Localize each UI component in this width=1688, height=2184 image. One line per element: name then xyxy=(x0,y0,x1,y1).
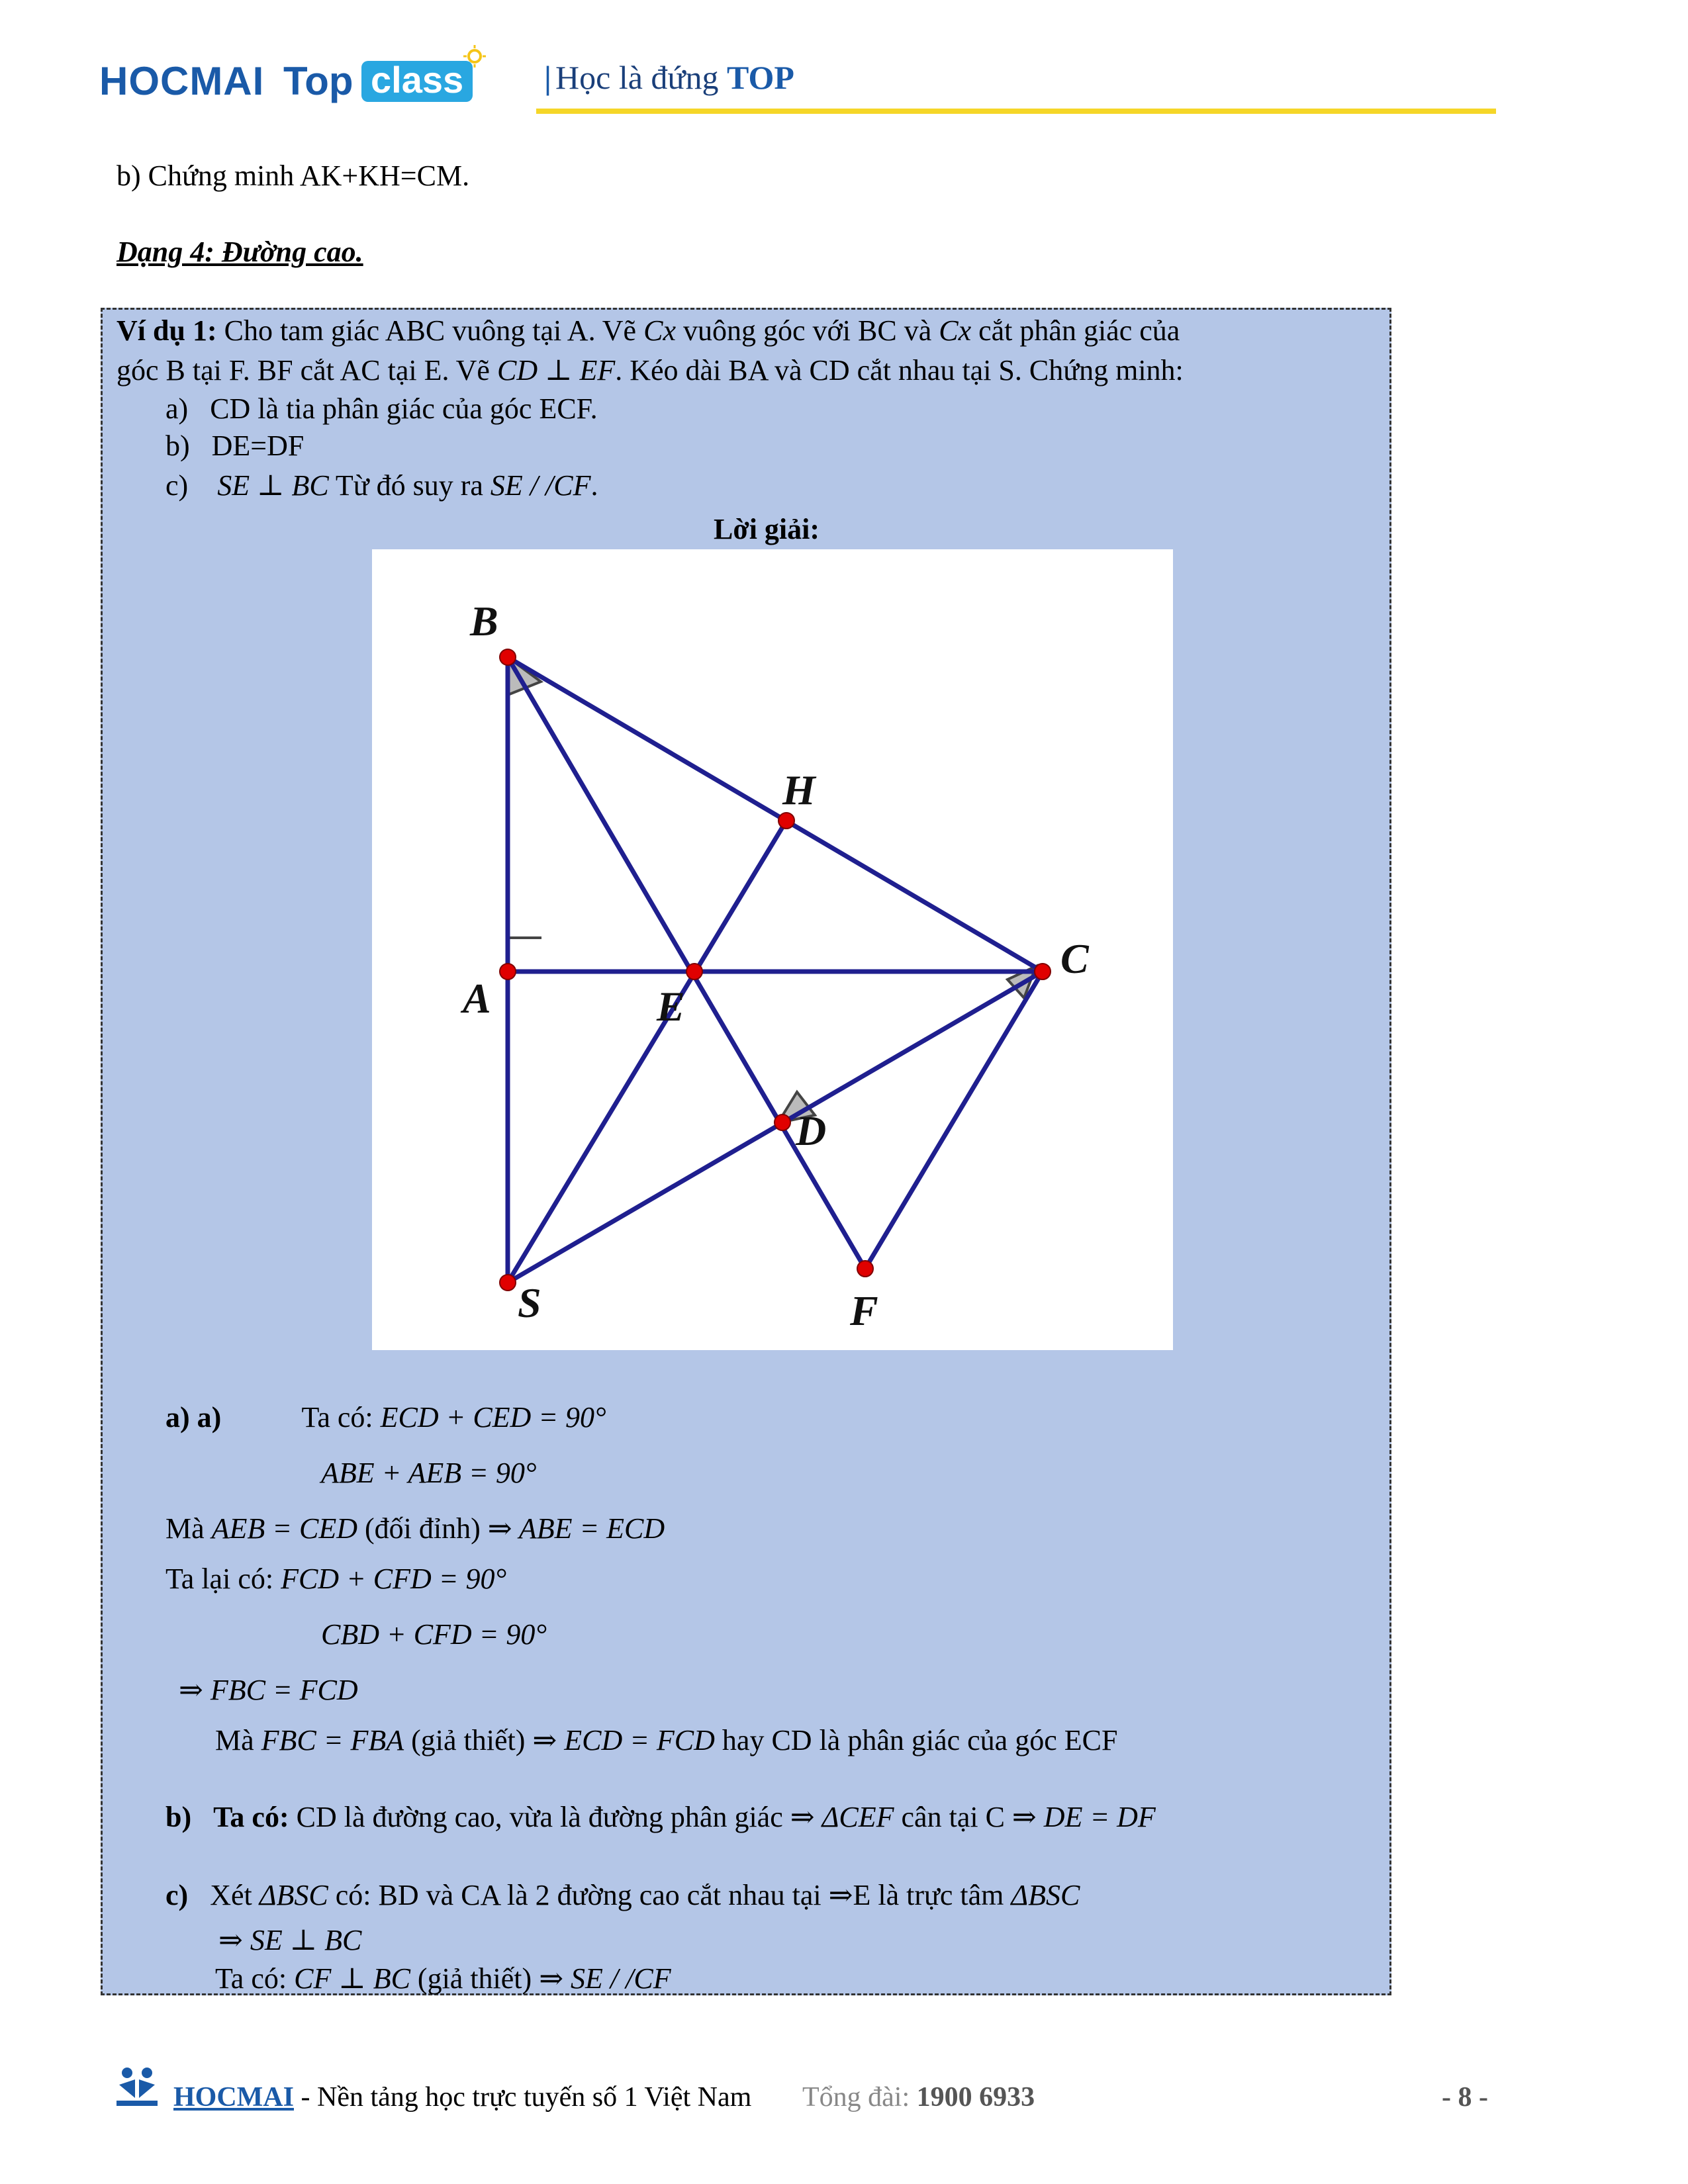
solution-text: Mà xyxy=(215,1724,254,1756)
footer-slogan-text: - Nền tảng học trực tuyến số 1 Việt Nam xyxy=(294,2082,752,2113)
section-heading: Dạng 4: Đường cao. xyxy=(117,236,363,268)
label-f: F xyxy=(850,1287,878,1334)
solution-a-line5: CBD + CFD = 90° xyxy=(321,1618,547,1651)
example-statement-line1 xyxy=(117,312,1180,349)
statement-part: vuông góc với BC và xyxy=(675,314,939,347)
solution-text: CD là đường cao, vừa là đường phân giác xyxy=(296,1801,783,1833)
point-f xyxy=(857,1261,873,1277)
list-end: . xyxy=(590,469,598,502)
logo-class: class xyxy=(361,61,473,102)
list-item xyxy=(165,467,598,504)
solution-text: Ta có: xyxy=(213,1801,289,1833)
statement-part: cắt phân giác của xyxy=(971,314,1180,347)
statement-part: . Kéo dài BA và CD cắt nhau tại S. Chứng minh: xyxy=(615,354,1184,387)
math-eq: ⇒ DE = DF xyxy=(1011,1801,1156,1833)
math-eq: ⇒ xyxy=(828,1879,853,1911)
solution-a-line7 xyxy=(215,1722,1117,1759)
solution-a-line2: ABE + AEB = 90° xyxy=(321,1457,537,1489)
math-eq: ⇒ ECD = FCD xyxy=(532,1724,715,1756)
tagline-top: TOP xyxy=(727,59,794,96)
example-statement-line2 xyxy=(117,352,1184,389)
math-eq: ⇒ ABE = ECD xyxy=(487,1512,665,1545)
label-s: S xyxy=(518,1279,541,1326)
solution-marker: a) a) xyxy=(165,1401,222,1433)
math-cx: Cx xyxy=(939,314,972,347)
geometry-figure xyxy=(372,549,1173,1350)
math-cx: Cx xyxy=(643,314,676,347)
page-number: - 8 - xyxy=(1442,2082,1488,2113)
point-b xyxy=(500,649,516,665)
point-d xyxy=(774,1115,790,1130)
math-eq: ECD + CED = 90° xyxy=(380,1401,606,1433)
list-text: DE=DF xyxy=(211,430,305,462)
solution-title: Lời giải: xyxy=(714,513,820,545)
solution-text: Ta có: xyxy=(301,1401,373,1433)
geometry-figure-svg xyxy=(372,549,1173,1350)
math-eq: ⇒ ΔCEF xyxy=(790,1801,894,1833)
label-c: C xyxy=(1060,935,1089,982)
point-a xyxy=(500,964,516,979)
list-marker: b) xyxy=(165,430,190,462)
list-item xyxy=(165,390,598,428)
solution-text: cân tại C xyxy=(901,1801,1005,1833)
segment-cf xyxy=(865,972,1043,1269)
solution-marker: b) xyxy=(165,1801,192,1833)
solution-b-line1 xyxy=(165,1799,1156,1836)
label-e: E xyxy=(657,983,685,1030)
math-eq: FCD + CFD = 90° xyxy=(281,1563,507,1595)
list-text: CD là tia phân giác của góc ECF. xyxy=(210,392,598,425)
math-eq: CF ⊥ BC xyxy=(294,1962,410,1995)
list-marker: c) xyxy=(165,469,189,502)
solution-text: Ta lại có: xyxy=(165,1563,274,1595)
solution-text: hay CD là phân giác của góc ECF xyxy=(722,1724,1118,1756)
math-se-perp-bc: SE ⊥ BC xyxy=(217,469,329,502)
point-e xyxy=(686,964,702,979)
solution-text: Mà xyxy=(165,1512,205,1545)
solution-a-line4 xyxy=(165,1561,506,1598)
list-item xyxy=(165,428,304,465)
label-h: H xyxy=(782,766,816,813)
solution-c-line3 xyxy=(215,1960,671,1997)
footer-slogan xyxy=(173,2081,751,2114)
tagline-prefix: Học là đứng xyxy=(555,59,719,96)
right-angle-marks xyxy=(508,657,1036,1123)
solution-marker: c) xyxy=(165,1879,189,1911)
math-cd-perp-ef: CD ⊥ EF xyxy=(496,354,616,387)
hocmai-footer-icon xyxy=(114,2065,160,2107)
label-a: A xyxy=(463,975,491,1022)
footer-hotline xyxy=(802,2081,1035,2114)
math-eq: ΔBSC xyxy=(259,1879,328,1911)
solution-text: có: BD và CA là 2 đường cao cắt nhau tại xyxy=(335,1879,821,1911)
solution-text: (đối đỉnh) xyxy=(364,1512,481,1545)
hotline-number: 1900 6933 xyxy=(916,2082,1035,2113)
point-s xyxy=(500,1275,516,1291)
solution-a-line1 xyxy=(165,1399,606,1436)
label-b: B xyxy=(470,598,498,645)
math-se-parallel-cf: SE / /CF xyxy=(490,469,591,502)
label-d: D xyxy=(796,1107,827,1154)
tagline: | Học là đứng TOP xyxy=(544,59,794,96)
solution-text: Ta có: xyxy=(215,1962,287,1995)
statement-part: góc B tại F. BF cắt AC tại E. Vẽ xyxy=(117,354,497,387)
math-eq: FBC = FBA xyxy=(261,1724,404,1756)
solution-text: (giả thiết) xyxy=(411,1724,526,1756)
solution-c-line1 xyxy=(165,1877,1080,1914)
solution-text: (giả thiết) xyxy=(417,1962,532,1995)
intro-line: b) Chứng minh AK+KH=CM. xyxy=(117,159,470,192)
example-label: Ví dụ 1: xyxy=(117,314,217,347)
sun-icon xyxy=(463,45,486,68)
statement-part: Cho tam giác ABC vuông tại A. Vẽ xyxy=(216,314,644,347)
segment-bc xyxy=(508,657,1043,972)
math-eq: AEB = CED xyxy=(211,1512,357,1545)
logo-hocmai: HOCMAI xyxy=(99,59,265,103)
solution-text: E là trực tâm xyxy=(853,1879,1004,1911)
list-marker: a) xyxy=(165,392,189,425)
solution-c-line2: ⇒ SE ⊥ BC xyxy=(218,1924,362,1956)
logo-top: Top xyxy=(283,59,353,103)
list-text: Từ đó suy ra xyxy=(328,469,491,502)
footer-brand[interactable]: HOCMAI xyxy=(173,2082,294,2113)
segment-sc xyxy=(508,972,1043,1283)
math-eq: ⇒ SE / /CF xyxy=(539,1962,671,1995)
solution-a-line6: ⇒ FBC = FCD xyxy=(179,1674,358,1706)
point-h xyxy=(778,813,794,829)
solution-text: Xét xyxy=(210,1879,252,1911)
solution-a-line3 xyxy=(165,1510,665,1547)
header-divider xyxy=(536,109,1496,114)
segment-sh xyxy=(508,821,786,1283)
math-eq: ΔBSC xyxy=(1011,1879,1080,1911)
hotline-label: Tổng đài: xyxy=(802,2082,917,2113)
point-c xyxy=(1035,964,1051,979)
